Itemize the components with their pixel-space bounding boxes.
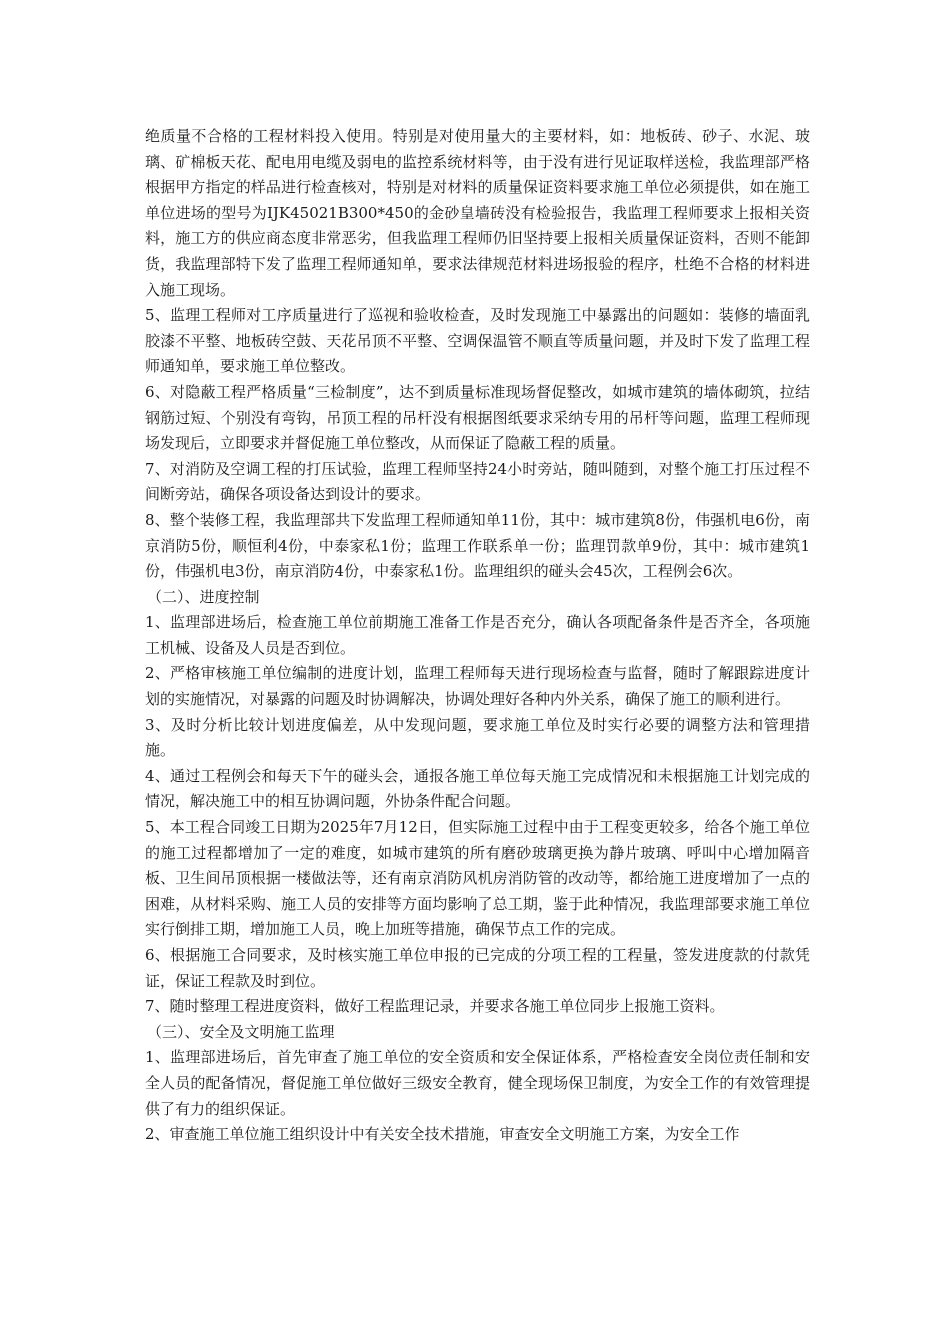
section-heading-schedule-control: （二）、进度控制 bbox=[147, 587, 260, 606]
paragraph-schedule-7: 7、随时整理工程进度资料，做好工程监理记录，并要求各施工单位同步上报施工资料。 bbox=[145, 997, 725, 1016]
paragraph-schedule-1: 1、监理部进场后，检查施工单位前期施工准备工作是否充分，确认各项配备条件是否齐全，各项施工机械、设备及人员是否到位。 bbox=[145, 613, 810, 657]
paragraph-schedule-3: 3、及时分析比较计划进度偏差，从中发现问题，要求施工单位及时实行必要的调整方法和管理措施。 bbox=[145, 715, 810, 760]
paragraph-schedule-2: 2、严格审核施工单位编制的进度计划，监理工程师每天进行现场检查与监督，随时了解跟踪进度计划的实施情况，对暴露的问题及时协调解决，协调处理好各种内外关系，确保了施工的顺利进行。 bbox=[145, 664, 810, 709]
document-body bbox=[145, 124, 810, 1148]
paragraph-concealed-works: 6、对隐蔽工程严格质量“三检制度”，达不到质量标准现场督促整改，如城市建筑的墙体砌筑，拉结钢筋过短、个别没有弯钩，吊顶工程的吊杆没有根据图纸要求采纳专用的吊杆等问题，监理工程师现场发现后，立即要求并督促施工单位整改，从而保证了隐蔽工程的质量。 bbox=[145, 382, 810, 453]
paragraph-schedule-6: 6、根据施工合同要求，及时核实施工单位申报的已完成的分项工程的工程量，签发进度款的付款凭证，保证工程款及时到位。 bbox=[145, 946, 810, 990]
paragraph-schedule-5: 5、本工程合同竣工日期为2025年7月12日，但实际施工过程中由于工程变更较多，给各个施工单位的施工过程都增加了一定的难度，如城市建筑的所有磨砂玻璃更换为静片玻璃、呼叫中心增加隔音板、卫生间吊顶根据一楼做法等，还有南京消防风机房消防管的改动等，都给施工进度增加了一点的困难，从材料采购、施工人员的安排等方面均影响了总工期，鉴于此种情况，我监理部要求施工单位实行倒排工期，增加施工人员，晚上加班等措施，确保节点工作的完成。 bbox=[145, 818, 810, 939]
paragraph-process-inspection: 5、监理工程师对工序质量进行了巡视和验收检查，及时发现施工中暴露出的问题如：装修的墙面乳胶漆不平整、地板砖空鼓、天花吊顶不平整、空调保温管不顺直等质量问题，并及时下发了监理工程师通知单，要求施工单位整改。 bbox=[145, 306, 810, 376]
paragraph-schedule-4: 4、通过工程例会和每天下午的碰头会，通报各施工单位每天施工完成情况和未根据施工计划完成的情况，解决施工中的相互协调问题，外协条件配合问题。 bbox=[145, 766, 810, 811]
paragraph-material-control: 绝质量不合格的工程材料投入使用。特别是对使用量大的主要材料，如：地板砖、砂子、水泥、玻璃、矿棉板天花、配电用电缆及弱电的监控系统材料等，由于没有进行见证取样送检，我监理部严格根据甲方指定的样品进行检查核对，特别是对材料的质量保证资料要求施工单位必须提供，如在施工单位进场的型号为IJK45021B300*450的金砂皇墙砖没有检验报告，我监理工程师要求上报相关资料，施工方的供应商态度非常恶劣，但我监理工程师仍旧坚持要上报相关质量保证资料，否则不能卸货，我监理部特下发了监理工程师通知单，要求法律规范材料进场报验的程序，杜绝不合格的材料进入施工现场。 bbox=[145, 127, 810, 299]
paragraph-safety-1: 1、监理部进场后，首先审查了施工单位的安全资质和安全保证体系，严格检查安全岗位责任制和安全人员的配备情况，督促施工单位做好三级安全教育，健全现场保卫制度，为安全工作的有效管理提供了有力的组织保证。 bbox=[145, 1048, 810, 1118]
paragraph-notice-statistics: 8、整个装修工程，我监理部共下发监理工程师通知单11份，其中：城市建筑8份，伟强机电6份，南京消防5份，顺恒利4份，中泰家私1份；监理工作联系单一份；监理罚款单9份，其中：城市建筑1份，伟强机电3份，南京消防4份，中泰家私1份。监理组织的碰头会45次，工程例会6次。 bbox=[145, 510, 810, 581]
paragraph-safety-2: 2、审查施工单位施工组织设计中有关安全技术措施，审查安全文明施工方案，为安全工作 bbox=[145, 1125, 740, 1144]
paragraph-pressure-test: 7、对消防及空调工程的打压试验，监理工程师坚持24小时旁站，随叫随到，对整个施工打压过程不间断旁站，确保各项设备达到设计的要求。 bbox=[145, 459, 810, 504]
section-heading-safety: （三）、安全及文明施工监理 bbox=[147, 1022, 335, 1041]
